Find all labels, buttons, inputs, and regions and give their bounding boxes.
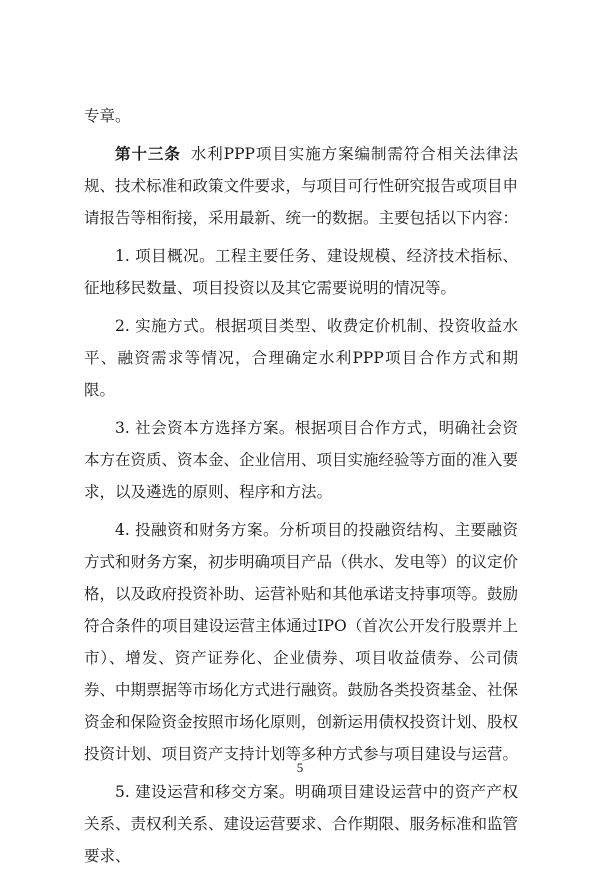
- item-2: 2. 实施方式。根据项目类型、收费定价机制、投资收益水平、融资需求等情况，合理确定水利PPP项目合作方式和期限。: [84, 317, 518, 399]
- item-3: 3. 社会资本方选择方案。根据项目合作方式，明确社会资本方在资质、资本金、企业信用、项目实施经验等方面的准入要求，以及遴选的原则、程序和方法。: [84, 419, 519, 501]
- page-number: 5: [296, 760, 304, 775]
- article-title: 第十三条: [115, 145, 181, 163]
- article-body: 水利PPP项目实施方案编制需符合相关法律法规、技术标准和政策文件要求，与项目可行性研究报告或项目申请报告等相衔接，采用最新、统一的数据。主要包括以下内容：: [84, 145, 519, 227]
- document-body: [84, 100, 518, 872]
- lead-paragraph: 专章。: [84, 107, 131, 125]
- item-4: 4. 投融资和财务方案。分析项目的投融资结构、主要融资方式和财务方案，初步明确项目产品（供水、发电等）的议定价格，以及政府投资补助、运营补贴和其他承诺支持事项等。鼓励符合条件的项目建设运营主体通过IPO（首次公开发行股票并上市）、增发、资产证券化、企业债券、项目收益债券、公司债券、中期票据等市场化方式进行融资。鼓励各类投资基金、社保资金和保险资金按照市场化原则，创新运用债权投资计划、股权投资计划、项目资产支持计划等多种方式参与项目建设与运营。: [84, 521, 519, 763]
- item-5: 5. 建设运营和移交方案。明确项目建设运营中的资产产权关系、责权利关系、建设运营要求、合作期限、服务标准和监管要求、: [84, 783, 519, 865]
- article-paragraph: [84, 138, 518, 234]
- item-1: 1. 项目概况。工程主要任务、建设规模、经济技术指标、征地移民数量、项目投资以及其它需要说明的情况等。: [84, 247, 518, 297]
